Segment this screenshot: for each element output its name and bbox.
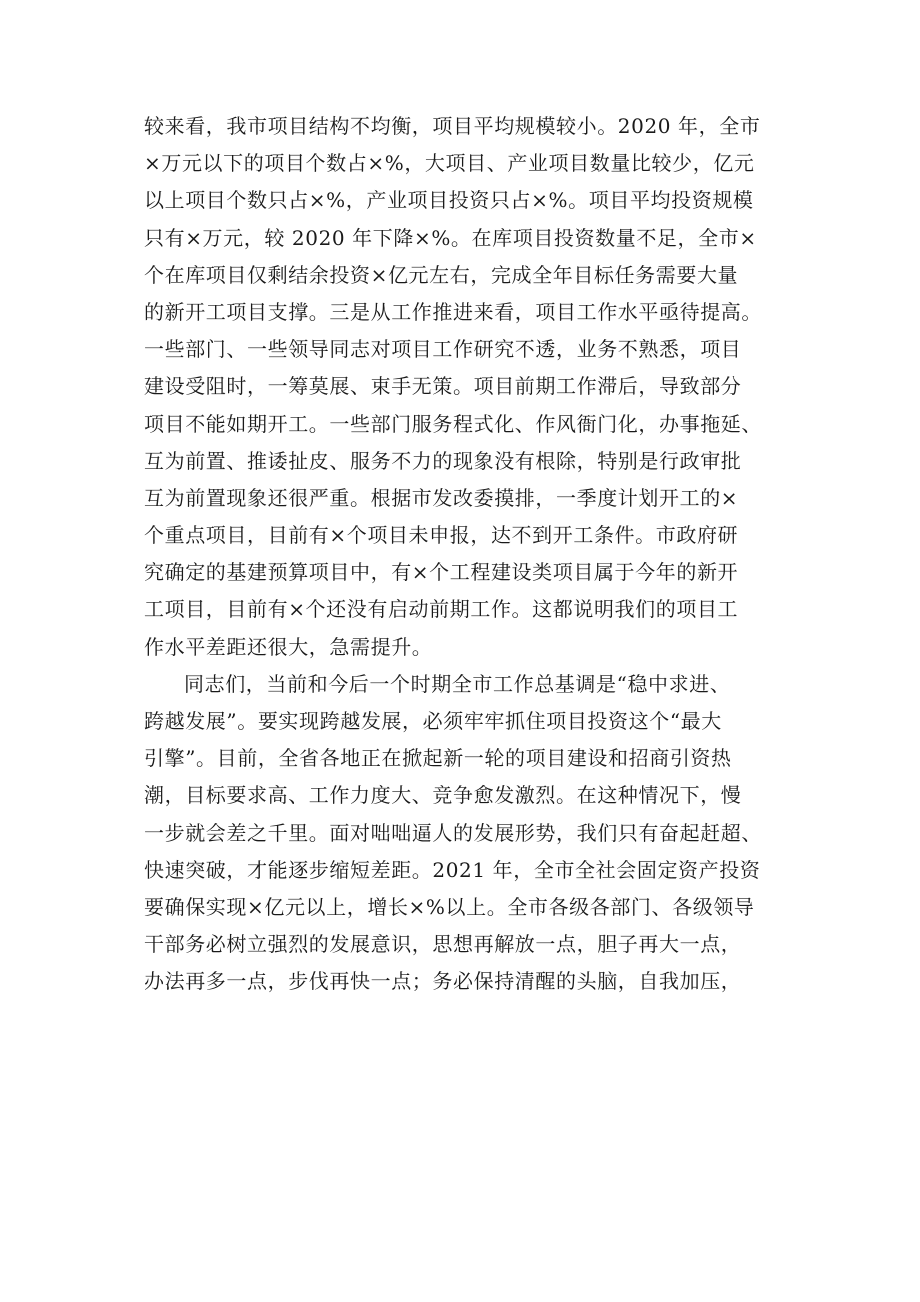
- text-line: 互为前置、推诿扯皮、服务不力的现象没有根除，特别是行政审批: [144, 448, 742, 473]
- text-line: 要确保实现×亿元以上，增长×%以上。全市各级各部门、各级领导: [144, 894, 755, 919]
- text-line: 跨越发展”。要实现跨越发展，必须牢牢抓住项目投资这个“最大: [144, 709, 722, 733]
- text-line: 互为前置现象还很严重。根据市发改委摸排，一季度计划开工的×: [144, 485, 739, 510]
- text-line: 快速突破，才能逐步缩短差距。2021 年，全市全社会固定资产投资: [144, 857, 761, 882]
- text-line: 建设受阻时，一筹莫展、束手无策。项目前期工作滞后，导致部分: [144, 374, 742, 399]
- text-line: 作水平差距还很大，急需提升。: [144, 634, 433, 659]
- text-line: 究确定的基建预算项目中，有×个工程建设类项目属于今年的新开: [144, 560, 739, 585]
- paragraph-start-line: 同志们，当前和今后一个时期全市工作总基调是“稳中求进、: [184, 671, 731, 696]
- text-line: 一步就会差之千里。面对咄咄逼人的发展形势，我们只有奋起赶超、: [144, 820, 762, 845]
- text-line: 办法再多一点，步伐再快一点；务必保持清醒的头脑，自我加压，: [144, 969, 742, 994]
- text-line: 个重点项目，目前有×个项目未申报，达不到开工条件。市政府研: [144, 523, 739, 548]
- text-line: 项目不能如期开工。一些部门服务程式化、作风衙门化，办事拖延、: [144, 411, 762, 436]
- text-line: 较来看，我市项目结构不均衡，项目平均规模较小。2020 年，全市: [144, 114, 761, 138]
- text-line: 的新开工项目支撑。三是从工作推进来看，项目工作水平亟待提高。: [144, 299, 762, 324]
- text-line: 以上项目个数只占×%，产业项目投资只占×%。项目平均投资规模: [144, 188, 754, 213]
- body-text: [144, 108, 804, 1001]
- text-line: 一些部门、一些领导同志对项目工作研究不透，业务不熟悉，项目: [144, 337, 742, 362]
- text-line: 干部务必树立强烈的发展意识，思想再解放一点，胆子再大一点，: [144, 932, 742, 957]
- text-line: ×万元以下的项目个数占×%，大项目、产业项目数量比较少，亿元: [144, 151, 755, 176]
- text-line: 潮，目标要求高、工作力度大、竞争愈发激烈。在这种情况下，慢: [144, 783, 742, 808]
- text-line: 只有×万元，较 2020 年下降×%。在库项目投资数量不足，全市×: [144, 225, 757, 250]
- text-line: 个在库项目仅剩结余投资×亿元左右，完成全年目标任务需要大量: [144, 262, 739, 287]
- text-line: 引擎”。目前，全省各地正在掀起新一轮的项目建设和招商引资热: [144, 746, 732, 771]
- text-line: 工项目，目前有×个还没有启动前期工作。这都说明我们的项目工: [144, 597, 739, 622]
